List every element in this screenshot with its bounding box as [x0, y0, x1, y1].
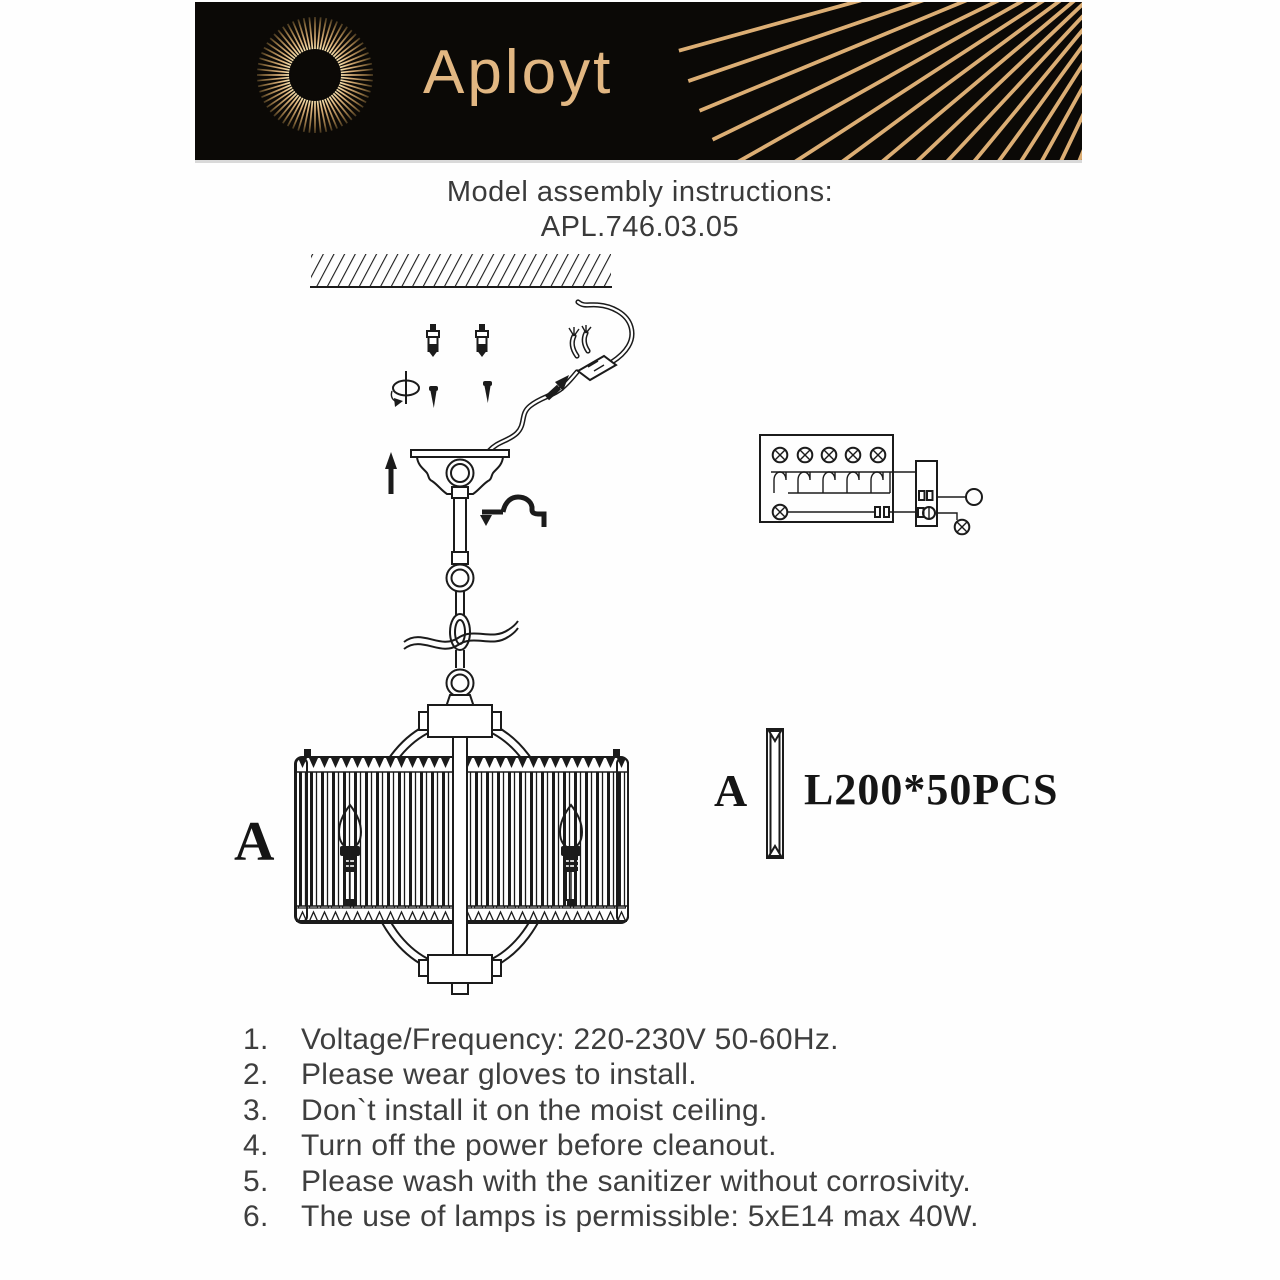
- hanging-chain: [446, 552, 474, 707]
- hook-symbol: [480, 497, 544, 527]
- wall-anchors: [427, 324, 488, 357]
- instruction-number: 4.: [243, 1129, 269, 1163]
- top-hub-block: [419, 705, 501, 737]
- instruction-text: The use of lamps is permissible: 5xE14 max 40W.: [301, 1200, 979, 1234]
- instruction-text: Please wear gloves to install.: [301, 1058, 697, 1092]
- instruction-text: Voltage/Frequency: 220-230V 50-60Hz.: [301, 1023, 839, 1056]
- instruction-item: [243, 1093, 1073, 1128]
- instruction-number: 3.: [243, 1093, 269, 1127]
- ceiling-hatch: [310, 254, 612, 287]
- instruction-number: 5.: [243, 1164, 269, 1198]
- instruction-number: 6.: [243, 1200, 269, 1234]
- brand-wordmark: Aployt: [423, 38, 614, 107]
- instruction-item: [243, 1164, 1073, 1199]
- instruction-item: [243, 1022, 1073, 1057]
- instruction-item: [243, 1057, 1073, 1092]
- rotation-symbol: [391, 371, 419, 407]
- instruction-text: Don`t install it on the moist ceiling.: [301, 1093, 768, 1127]
- instruction-text: Turn off the power before cleanout.: [301, 1129, 777, 1163]
- instruction-text: Please wash with the sanitizer without corrosivity.: [301, 1164, 972, 1198]
- crystal-piece-detail: [767, 729, 783, 858]
- model-number: APL.746.03.05: [540, 211, 740, 243]
- instruction-number: 2.: [243, 1058, 269, 1092]
- instruction-item: [243, 1199, 1073, 1234]
- wiring-schematic: [760, 435, 982, 534]
- page-title: Model assembly instructions:: [446, 176, 834, 208]
- ceiling-canopy: [411, 450, 509, 552]
- screws: [429, 381, 492, 408]
- up-arrow: [385, 452, 397, 494]
- crystal-spec-label: L200*50PCS: [804, 765, 1059, 814]
- mains-wires-connector: [489, 302, 632, 451]
- central-rod: [453, 737, 467, 955]
- instructions-list: [243, 1022, 1073, 1234]
- detail-label-a: A: [714, 765, 748, 816]
- instruction-number: 1.: [243, 1023, 269, 1056]
- bottom-hub-block: [419, 955, 501, 994]
- instruction-item: [243, 1128, 1073, 1163]
- lamp-label-a: A: [234, 811, 275, 873]
